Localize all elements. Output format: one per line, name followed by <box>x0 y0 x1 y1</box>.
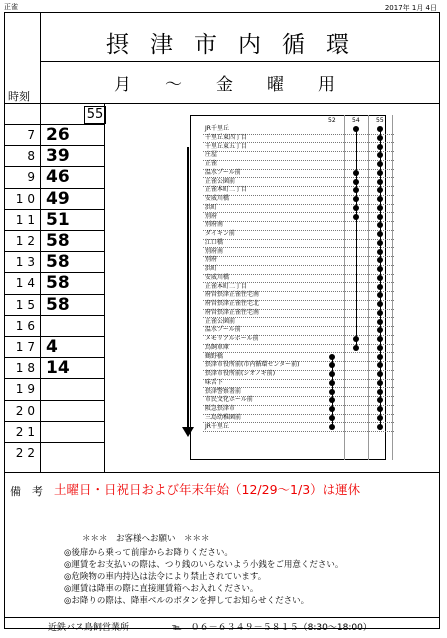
hour-cell: 10 <box>15 191 39 206</box>
page-title: 摂津市内循環 <box>106 32 370 58</box>
hour-cell: 17 <box>15 340 39 354</box>
notice-item: ◎後扉から乗って前扉からお降りください。 <box>64 548 233 558</box>
route-column-header: 52 <box>328 117 336 124</box>
departure-minutes: 14 <box>46 358 70 379</box>
timetable-row-rule <box>4 315 104 316</box>
departure-minutes: 49 <box>46 188 70 209</box>
stop-name: 摂津警察署前 <box>205 387 242 395</box>
time-label: 時刻 <box>8 90 30 103</box>
stop-name: 摂津市役所前(市内循環センター前) <box>205 361 300 369</box>
hour-cell: 8 <box>27 149 39 164</box>
timetable-row-rule <box>4 378 104 379</box>
stop-name: 江口橋 <box>205 238 224 246</box>
stop-name: 三島幼稚園前 <box>205 413 242 421</box>
notice-item: ◎運賃をお支払いの際は、つり銭のいらないよう小銭をご用意ください。 <box>64 560 344 570</box>
stop-name: JR千里丘 <box>205 125 229 132</box>
stop-name: 安威川橋 <box>205 195 230 202</box>
office-phone: ℡ ０６－６３４９－５８１５（8:30～18:00） <box>172 623 372 633</box>
timetable-row-rule <box>4 400 104 401</box>
stop-name: 摂津市役所前(シオノギ前) <box>205 370 276 377</box>
route-column-divider <box>344 115 345 460</box>
stop-name: 市民文化ホール前 <box>205 396 253 404</box>
hour-cell: 20 <box>15 403 39 418</box>
stop-name: 温水プール前 <box>205 168 241 176</box>
route-column-divider <box>392 115 393 460</box>
departure-minutes: 58 <box>46 273 70 294</box>
route-stops-panel <box>190 115 410 461</box>
stop-name: 千里丘東五丁目 <box>205 142 248 150</box>
stop-name: 鳥飼車庫 <box>205 343 230 351</box>
header-top-rule <box>4 12 440 13</box>
notice-item: ◎危険物の車内持込は法令により禁止されています。 <box>64 572 267 582</box>
direction-arrow-shaft <box>187 147 189 432</box>
hour-cell: 12 <box>15 234 39 248</box>
stop-name: 正雀 <box>205 160 218 167</box>
stop-name: 阪急摂津市 <box>205 405 236 412</box>
stop-name: ダイキン前 <box>205 230 235 237</box>
departure-minutes: 58 <box>46 252 70 273</box>
minutes-column-divider <box>104 103 105 472</box>
notice-heading: ＊＊＊ お客様へお願い ＊＊＊ <box>82 534 210 544</box>
remarks-text: 土曜日・日祝日および年末年始（12/29〜1/3）は運休 <box>54 482 361 497</box>
stop-name: 正雀本町二丁目 <box>205 186 248 194</box>
notice-item: ◎お降りの際は、降車ベルのボタンを押してお知らせください。 <box>64 596 310 606</box>
stop-name: 温水プール前 <box>205 326 241 334</box>
office-name: 近鉄バス鳥飼営業所 <box>48 623 130 633</box>
arrow-down-icon <box>182 427 194 437</box>
departure-minutes: 58 <box>46 231 70 251</box>
stop-name: 安威川橋 <box>205 273 230 281</box>
stop-name: 別府南 <box>205 247 224 255</box>
footer-rule <box>4 617 440 618</box>
timetable-row-rule <box>4 442 104 443</box>
stop-name: 味舌下 <box>205 378 224 386</box>
route-column-divider <box>368 115 369 460</box>
departure-minutes: 58 <box>46 294 70 315</box>
stop-name-header: 正雀 <box>4 3 18 11</box>
stop-name: 正雀本町二丁目 <box>205 282 248 290</box>
departure-minutes: 26 <box>46 125 70 145</box>
departure-minutes: 51 <box>46 209 70 230</box>
stop-name: 別府 <box>205 212 218 220</box>
stop-name: 府営摂津正雀住宅南 <box>205 308 260 316</box>
timetable-row-rule <box>4 421 104 422</box>
stop-name: 庄屋 <box>205 151 218 159</box>
route-line <box>380 129 381 427</box>
stop-name: 鶴野橋 <box>205 352 224 360</box>
hour-cell: 18 <box>15 361 39 376</box>
stop-name: 府営摂津正雀住宅北 <box>205 300 260 307</box>
route-number-box: 55 <box>84 106 106 124</box>
route-line <box>356 129 357 348</box>
departure-minutes: 46 <box>46 167 70 188</box>
hour-cell: 14 <box>15 276 39 291</box>
issue-date: 2017年 1月 4日 <box>384 4 437 12</box>
stop-name: 浜町 <box>205 265 218 272</box>
hour-cell: 16 <box>15 318 39 333</box>
hour-cell: 19 <box>15 382 39 397</box>
hour-cell: 22 <box>15 446 39 460</box>
stop-name: JR千里丘 <box>205 422 229 430</box>
notice-item: ◎運賃は降車の際に直接運賃箱へお入れください。 <box>64 584 259 594</box>
route-column-header: 54 <box>352 117 360 124</box>
stop-name: メモリアルホール前 <box>205 335 259 342</box>
departure-minutes: 39 <box>46 146 70 167</box>
header-mid-rule <box>40 61 440 62</box>
stop-row <box>203 423 394 433</box>
header-bottom-rule <box>4 103 440 104</box>
stop-name: 別府南 <box>205 221 224 229</box>
stop-name: 府営摂津正雀住宅南 <box>205 291 260 299</box>
stop-name: 別府 <box>205 256 218 264</box>
departure-minutes: 4 <box>46 337 58 357</box>
stop-name: 千里丘東四丁目 <box>205 133 248 141</box>
hour-cell: 9 <box>27 170 39 185</box>
stop-name: 正雀公園前 <box>205 177 236 185</box>
hour-cell: 7 <box>27 128 39 142</box>
remarks-label: 備 考 <box>10 485 43 498</box>
page-subtitle: 月〜金曜用 <box>114 75 369 95</box>
hour-cell: 15 <box>15 297 39 312</box>
remarks-top-rule <box>4 472 440 473</box>
hour-cell: 21 <box>15 424 39 439</box>
route-line <box>332 357 333 427</box>
stop-name: 正雀公園前 <box>205 317 236 325</box>
route-column-header: 55 <box>376 117 384 124</box>
stop-name: 浜町 <box>205 203 218 211</box>
hour-cell: 11 <box>15 212 39 227</box>
hour-cell: 13 <box>15 255 39 270</box>
